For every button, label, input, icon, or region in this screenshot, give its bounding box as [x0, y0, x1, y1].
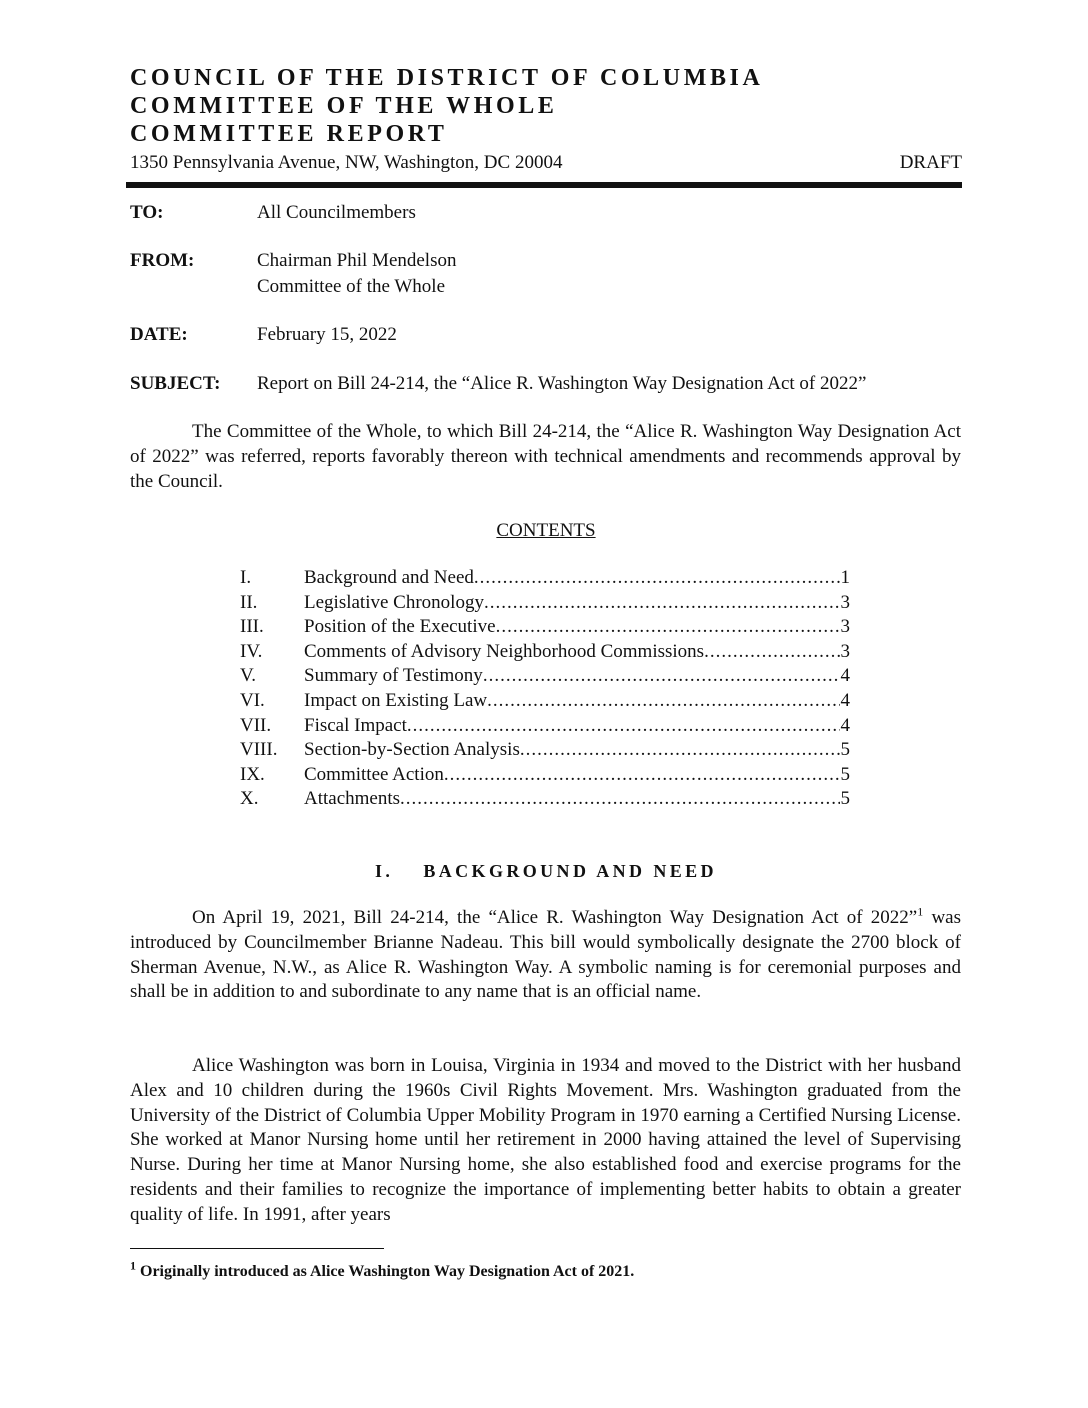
- toc-number: IX.: [240, 763, 265, 785]
- footnote-divider: [130, 1248, 384, 1249]
- draft-label: DRAFT: [899, 152, 962, 173]
- toc-number: VIII.: [240, 739, 278, 761]
- para2-text: Alice Washington was born in Louisa, Virginia in 1934 and moved to the District with her husband Alex and 10 children during the 1960s Civil Rights Movement. Mrs. Washington graduated from the University of the District of Columbia Upper Mobility Program in 1970 earning a Certified Nursing License. She worked at Manor Nursing home until her retirement in 2000 having attained the level of Supervising Nurse. During her time at Manor Nursing home, she also established food and exercise programs for the residents and their families to recognize the importance of implementing better habits to obtain a greater quality of life. In 1991, after years: [130, 1055, 961, 1225]
- toc-row[interactable]: [240, 689, 850, 714]
- toc-row[interactable]: [240, 615, 850, 640]
- toc-number: III.: [240, 616, 264, 638]
- intro-paragraph: [130, 420, 961, 494]
- section-heading: [130, 859, 962, 883]
- toc-leader: [400, 787, 839, 811]
- toc-row[interactable]: [240, 640, 850, 665]
- table-of-contents: [240, 566, 850, 812]
- header-rule: [126, 182, 962, 188]
- toc-leader: [484, 591, 840, 615]
- from-committee: Committee of the Whole: [257, 276, 446, 297]
- background-paragraph-1: [130, 906, 961, 1005]
- to-label: TO:: [130, 202, 164, 223]
- council-title: COUNCIL OF THE DISTRICT OF COLUMBIA: [130, 65, 764, 91]
- footnote: [130, 1258, 635, 1282]
- toc-title: Summary of Testimony: [304, 665, 483, 687]
- toc-page: 5: [840, 763, 850, 785]
- contents-heading: CONTENTS: [496, 520, 596, 541]
- toc-title: Attachments: [304, 788, 401, 810]
- background-paragraph-2: [130, 1054, 961, 1228]
- toc-number: X.: [240, 788, 259, 810]
- toc-title: Section-by-Section Analysis: [304, 739, 520, 761]
- from-name: Chairman Phil Mendelson: [257, 250, 457, 271]
- footnote-mark: 1: [130, 1258, 136, 1273]
- toc-leader: [704, 640, 839, 664]
- subject-value: Report on Bill 24-214, the “Alice R. Washington Way Designation Act of 2022”: [257, 373, 867, 394]
- date-value: February 15, 2022: [257, 324, 397, 345]
- report-title: COMMITTEE REPORT: [130, 121, 448, 147]
- address-text: 1350 Pennsylvania Avenue, NW, Washington, DC 20004: [130, 152, 563, 173]
- toc-page: 3: [840, 640, 850, 662]
- footnote-ref[interactable]: 1: [917, 904, 924, 919]
- toc-row[interactable]: [240, 591, 850, 616]
- toc-page: 4: [840, 689, 850, 711]
- toc-leader: [487, 689, 839, 713]
- subject-label: SUBJECT:: [130, 373, 221, 394]
- footnote-text: Originally introduced as Alice Washington Way Designation Act of 2021.: [136, 1263, 635, 1280]
- committee-title: COMMITTEE OF THE WHOLE: [130, 93, 558, 119]
- toc-title: Background and Need: [304, 567, 474, 588]
- toc-page: 1: [840, 567, 850, 588]
- toc-page: 3: [840, 591, 850, 613]
- toc-leader: [496, 615, 840, 639]
- toc-leader: [407, 714, 840, 738]
- toc-number: V.: [240, 665, 257, 687]
- toc-page: 5: [840, 788, 850, 810]
- toc-row[interactable]: [240, 738, 850, 763]
- toc-row[interactable]: [240, 664, 850, 689]
- toc-leader: [474, 566, 840, 590]
- toc-leader: [520, 738, 840, 762]
- toc-leader: [483, 664, 840, 688]
- toc-number: I.: [240, 567, 252, 588]
- toc-title: Committee Action: [304, 763, 444, 785]
- toc-page: 5: [840, 739, 850, 761]
- para1-text-b: was introduced by Councilmember Brianne Nadeau. This bill would symbolically designate the 2700 block of Sherman Avenue, N.W., as Alice R. Washington Way. A symbolic naming is for ceremonial purposes and shall be in addition to and subordinate to any name that is an official name.: [130, 907, 961, 1003]
- toc-title: Impact on Existing Law: [304, 689, 488, 711]
- toc-page: 3: [840, 616, 850, 638]
- toc-page: 4: [840, 665, 850, 687]
- para1-text-a: On April 19, 2021, Bill 24-214, the “Alice R. Washington Way Designation Act of 2022”: [192, 907, 918, 928]
- intro-text: The Committee of the Whole, to which Bill 24-214, the “Alice R. Washington Way Designation Act of 2022” was referred, reports favorably thereon with technical amendments and recommends approval by the Council.: [130, 421, 961, 492]
- toc-number: II.: [240, 591, 258, 613]
- section-number: I.: [375, 861, 394, 881]
- toc-title: Fiscal Impact: [304, 714, 407, 736]
- section-title: BACKGROUND AND NEED: [423, 861, 717, 881]
- toc-number: VI.: [240, 689, 265, 711]
- address-line: [130, 152, 962, 174]
- toc-row[interactable]: [240, 787, 850, 812]
- toc-number: IV.: [240, 640, 263, 662]
- toc-row[interactable]: [240, 714, 850, 739]
- toc-number: VII.: [240, 714, 272, 736]
- from-label: FROM:: [130, 250, 195, 271]
- toc-leader: [444, 763, 840, 787]
- toc-title: Comments of Advisory Neighborhood Commissions: [304, 640, 705, 662]
- toc-row[interactable]: [240, 763, 850, 788]
- toc-title: Legislative Chronology: [304, 591, 484, 613]
- toc-title: Position of the Executive: [304, 616, 496, 638]
- toc-row[interactable]: [240, 566, 850, 591]
- toc-page: 4: [840, 714, 850, 736]
- date-label: DATE:: [130, 324, 188, 345]
- to-value: All Councilmembers: [257, 202, 416, 223]
